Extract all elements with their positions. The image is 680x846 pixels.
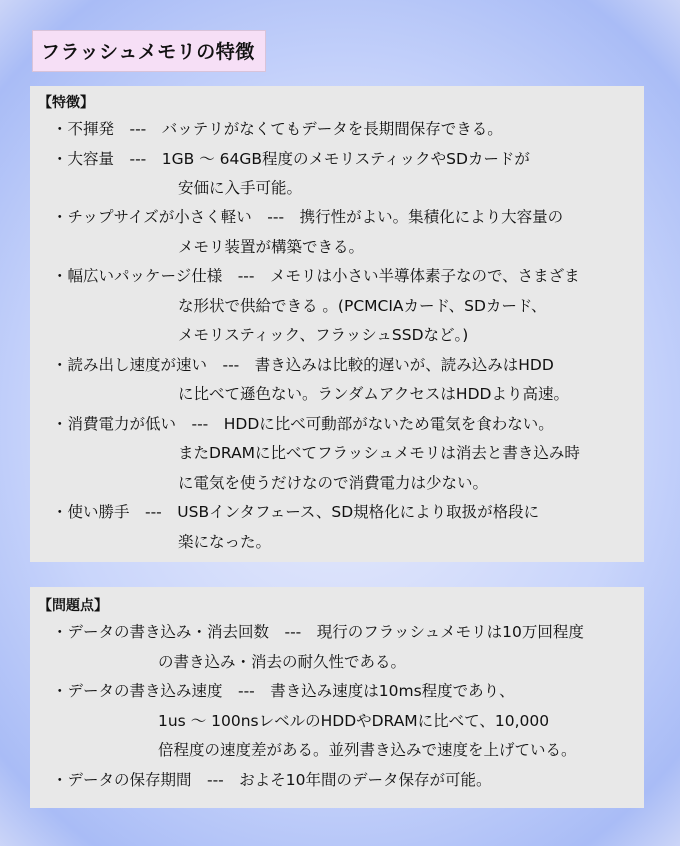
- problem-line: ・データの書き込み速度 --- 書き込み速度は10ms程度であり、: [52, 682, 515, 700]
- feature-line: メモリスティック、フラッシュSSDなど。): [178, 326, 469, 344]
- problems-heading: 【問題点】: [38, 598, 108, 614]
- feature-line: に電気を使うだけなので消費電力は少ない。: [178, 474, 489, 492]
- feature-line: ・幅広いパッケージ仕様 --- メモリは小さい半導体素子なので、さまざま: [52, 267, 580, 285]
- problems-panel: [30, 587, 644, 808]
- feature-line: ・チップサイズが小さく軽い --- 携行性がよい。集積化により大容量の: [52, 208, 564, 226]
- feature-line: 安価に入手可能。: [178, 179, 303, 197]
- feature-line: ・読み出し速度が速い --- 書き込みは比較的遅いが、読み込みはHDD: [52, 356, 554, 374]
- problem-line: 倍程度の速度差がある。並列書き込みで速度を上げている。: [158, 741, 577, 759]
- feature-line: 楽になった。: [178, 533, 272, 551]
- features-panel: [30, 86, 644, 562]
- problem-line: ・データの保存期間 --- およそ10年間のデータ保存が可能。: [52, 771, 492, 789]
- feature-line: ・不揮発 --- バッテリがなくてもデータを長期間保存できる。: [52, 120, 503, 138]
- problem-line: 1us 〜 100nsレベルのHDDやDRAMに比べて、10,000: [158, 712, 550, 730]
- problem-line: ・データの書き込み・消去回数 --- 現行のフラッシュメモリは10万回程度: [52, 623, 584, 641]
- feature-line: またDRAMに比べてフラッシュメモリは消去と書き込み時: [178, 444, 580, 462]
- feature-line: メモリ装置が構築できる。: [178, 238, 365, 256]
- feature-line: な形状で供給できる 。(PCMCIAカード、SDカード、: [178, 297, 547, 315]
- feature-line: ・使い勝手 --- USBインタフェース、SD規格化により取扱が格段に: [52, 503, 540, 521]
- feature-line: ・消費電力が低い --- HDDに比べ可動部がないため電気を食わない。: [52, 415, 554, 433]
- page-title: フラッシュメモリの特徴: [32, 30, 266, 72]
- features-heading: 【特徴】: [38, 95, 94, 111]
- feature-line: に比べて遜色ない。ランダムアクセスはHDDより高速。: [178, 385, 569, 403]
- feature-line: ・大容量 --- 1GB 〜 64GB程度のメモリスティックやSDカードが: [52, 150, 530, 168]
- problem-line: の書き込み・消去の耐久性である。: [158, 653, 407, 671]
